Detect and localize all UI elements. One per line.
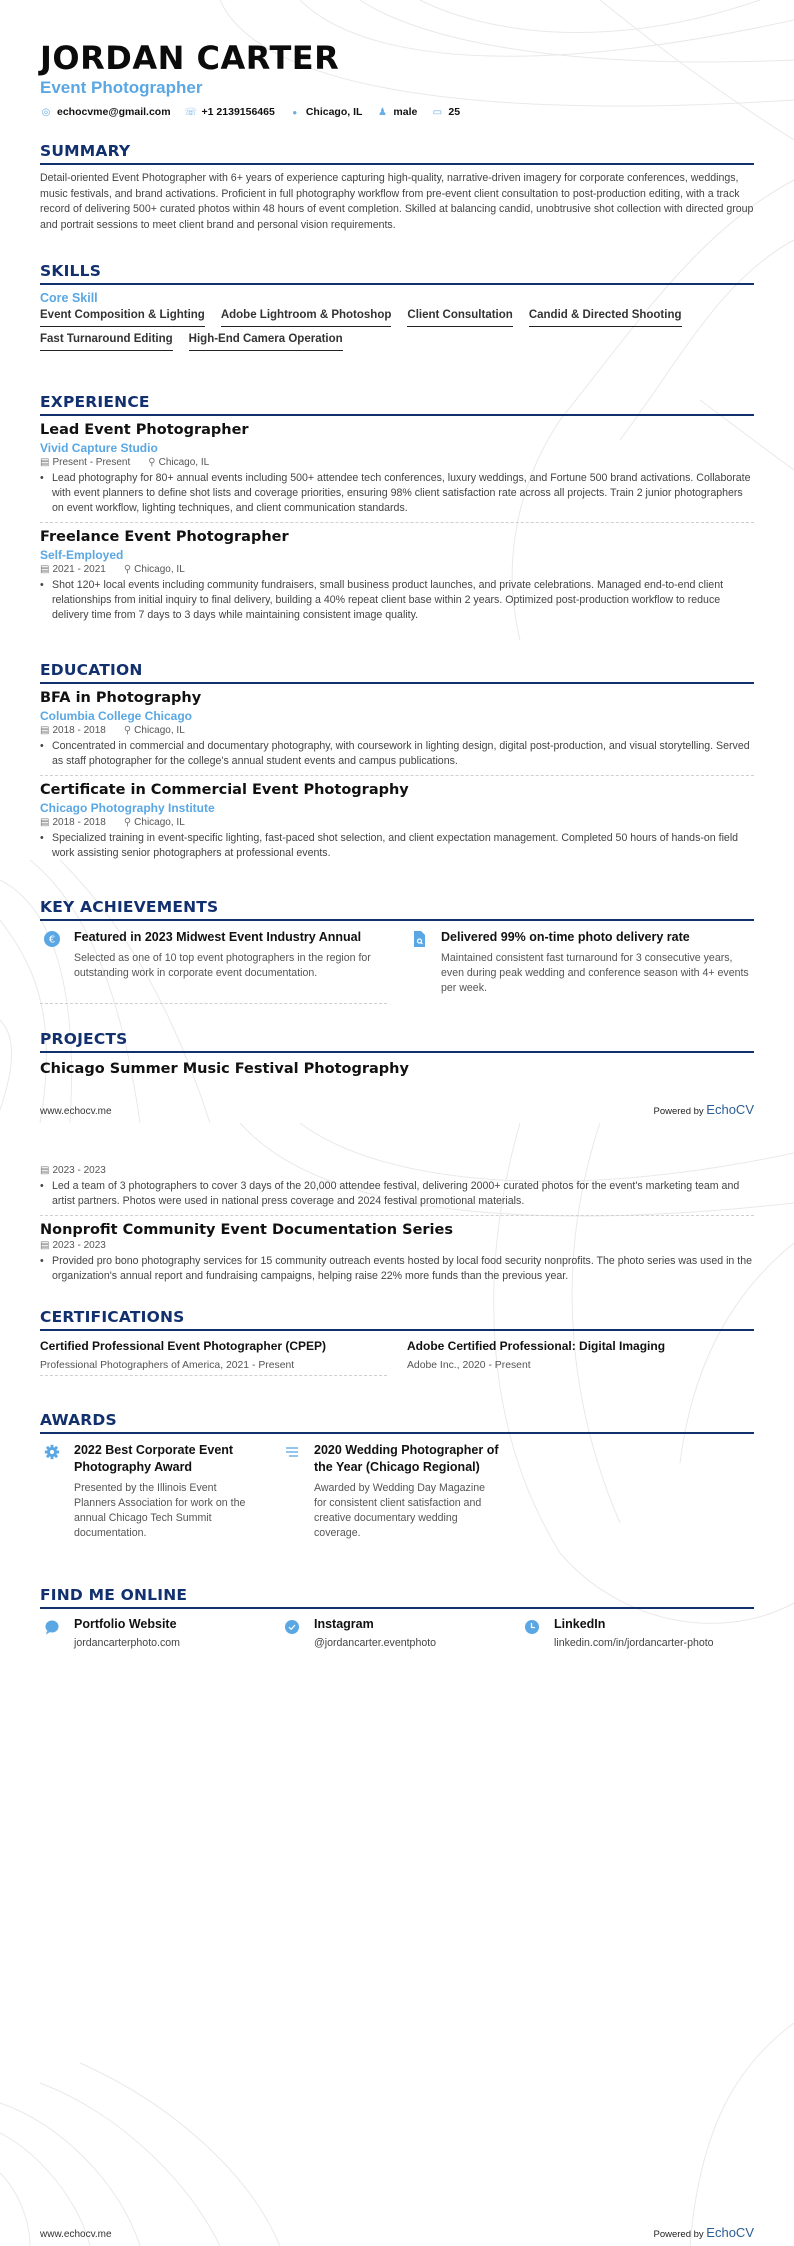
certifications-grid [40,1339,754,1376]
job-location: Chicago, IL [158,457,210,468]
achievement-desc: Maintained consistent fast turnaround for 3 consecutive years, even during peak wedding and conference season with 4+ events per week. [441,952,749,994]
background-contour-lines [0,1123,794,2246]
education-dates: 2018 - 2018 [52,725,106,736]
award-title: 2022 Best Corporate Event Photography Award [74,1443,234,1474]
check-circle-icon [284,1619,300,1635]
contact-row [40,106,754,118]
degree-title: Certificate in Commercial Event Photography [40,782,409,798]
phone-icon: ☏ [184,106,198,118]
calendar-icon: ▤ [40,457,50,468]
online-title: Instagram [314,1617,374,1631]
skill-item: Client Consultation [407,309,512,327]
resume-header [40,40,754,118]
candidate-title: Event Photographer [40,78,203,97]
contact-email[interactable] [40,106,171,118]
achievement-title: Featured in 2023 Midwest Event Industry Annual [74,930,362,944]
online-item-instagram[interactable] [280,1617,520,1649]
euro-icon [44,931,60,947]
degree-title: BFA in Photography [40,690,202,706]
email-icon: ◎ [41,106,51,118]
powered-by: Powered by EchoCV [653,2225,754,2240]
skills-list [40,309,754,351]
school-name: Columbia College Chicago [40,709,193,723]
section-heading-achievements: KEY ACHIEVEMENTS [40,898,754,921]
education-bullet: • Concentrated in commercial and documentary photography, with coursework in lighting design, digital post-production, and visual storytelling. Served as staff photographer for the college's annual student events and campus publications. [40,740,750,767]
achievement-title: Delivered 99% on-time photo delivery rate [441,930,690,944]
achievements-section [40,898,754,1004]
certifications-section [40,1308,754,1376]
projects-continued [40,1163,754,1290]
job-meta [40,457,754,468]
online-grid [40,1617,754,1649]
section-heading-online: FIND ME ONLINE [40,1586,754,1609]
project-title: Nonprofit Community Event Documentation Series [40,1222,453,1238]
certification-title: Certified Professional Event Photographer (CPEP) [40,1339,327,1353]
online-link[interactable]: @jordancarter.eventphoto [314,1637,437,1649]
certification-item [407,1339,754,1376]
summary-section [40,142,754,233]
contact-age-value: 25 [448,106,461,118]
project-meta [40,1240,754,1251]
achievement-item [407,929,754,1004]
award-item [280,1442,520,1541]
section-heading-certifications: CERTIFICATIONS [40,1308,754,1331]
certification-item [40,1339,387,1376]
job-location: Chicago, IL [134,564,185,575]
chat-bubble-icon [44,1619,60,1635]
achievement-desc: Selected as one of 10 top event photographers in the region for outstanding work in corporate event documentation. [74,952,371,979]
job-meta [40,564,754,575]
location-pin-icon: ⚲ [123,817,132,828]
award-item [40,1442,280,1541]
project-meta [40,1165,754,1176]
project-dates: 2023 - 2023 [52,1240,106,1251]
contact-phone[interactable] [185,106,275,118]
contact-gender-value: male [393,106,418,118]
education-section [40,661,754,867]
location-pin-icon: ⚲ [123,564,132,575]
projects-section [40,1030,754,1077]
project-bullet: • Led a team of 3 photographers to cover 3 days of the 20,000 attendee festival, delivering 2000+ curated photos for the event's marketing team and artist partners. Photos were used in national press coverage and 2024 festival promotional materials. [40,1180,740,1207]
skill-item: Adobe Lightroom & Photoshop [221,309,392,327]
footer-site-link[interactable]: www.echocv.me [40,1106,112,1117]
gear-icon [44,1444,60,1460]
certification-title: Adobe Certified Professional: Digital Imaging [407,1339,666,1353]
job-dates: Present - Present [52,457,131,468]
education-bullet: • Specialized training in event-specific lighting, fast-paced shot selection, and client expectation management. Completed 50 hours of hands-on field work assisting senior photographers at professional events. [40,832,739,859]
education-meta [40,725,754,736]
skill-item: Candid & Directed Shooting [529,309,682,327]
skill-item: Event Composition & Lighting [40,309,205,327]
contact-age [431,106,460,118]
job-dates: 2021 - 2021 [52,564,106,575]
education-entry [40,684,754,776]
powered-by: Powered by EchoCV [653,1102,754,1117]
contact-gender [376,106,417,118]
job-bullet: • Shot 120+ local events including community fundraisers, small business product launches, and private celebrations. Managed end-to-end client relationships from initial inquiry to final delivery, building a 40% repeat client base within 2 years. Optimized post-production workflow to reduce delivery time from 7 days to 3 days while maintaining consistent image quality. [40,579,724,621]
online-link[interactable]: linkedin.com/in/jordancarter-photo [554,1637,714,1649]
awards-grid [40,1442,754,1541]
award-title: 2020 Wedding Photographer of the Year (Chicago Regional) [314,1443,499,1474]
online-title: LinkedIn [554,1617,606,1631]
calendar-icon: ▤ [40,1165,50,1176]
achievements-grid [40,929,754,1004]
skill-item: Fast Turnaround Editing [40,333,173,351]
calendar-icon: ▤ [40,725,50,736]
project-title: Chicago Summer Music Festival Photography [40,1061,409,1077]
online-item-linkedin[interactable] [520,1617,760,1649]
brand-name: EchoCV [706,1102,754,1117]
clock-icon [524,1619,540,1635]
education-dates: 2018 - 2018 [52,817,106,828]
skill-item: High-End Camera Operation [189,333,343,351]
experience-section [40,393,754,629]
calendar-icon: ▤ [40,817,50,828]
contact-location-value: Chicago, IL [305,106,363,118]
online-link[interactable]: jordancarterphoto.com [74,1637,180,1649]
section-heading-skills: SKILLS [40,262,754,285]
certification-desc: Professional Photographers of America, 2021 - Present [40,1360,295,1371]
company-name: Self-Employed [40,548,124,562]
project-entry [40,1216,754,1290]
awards-section [40,1411,754,1541]
experience-entry [40,523,754,629]
education-location: Chicago, IL [134,817,185,828]
location-pin-icon: ⚲ [148,457,156,468]
summary-text: Detail-oriented Event Photographer with 6+ years of experience capturing high-quality, narrative-driven imagery for corporate conferences, weddings, music festivals, and brand activations. Proficient in full photography workflow from pre-event client consultation to post-production editing, with a track record of delivering 500+ curated photos within 48 hours of event completion. Skilled at balancing candid, unobtrusive shot collection with directed group and portrait sessions to meet client brand and personal vision requirements. [40,172,754,231]
section-heading-projects: PROJECTS [40,1030,754,1053]
education-entry [40,776,754,867]
project-bullet: • Provided pro bono photography services for 15 community outreach events hosted by local food security nonprofits. The photo series was used in the organization's annual report and fundraising campaigns, helping raise 22% more funds than the previous year. [40,1255,752,1282]
education-location: Chicago, IL [134,725,185,736]
section-heading-awards: AWARDS [40,1411,754,1434]
contact-email-value: echocvme@gmail.com [57,106,171,118]
project-dates: 2023 - 2023 [52,1165,106,1176]
company-name: Vivid Capture Studio [40,441,158,455]
online-section [40,1586,754,1649]
candidate-name: JORDAN CARTER [40,39,340,77]
page-footer [40,1102,754,1117]
achievement-item [40,929,387,1004]
person-icon: ♟ [377,106,387,118]
resume-page-2 [0,1123,794,2246]
brand-name: EchoCV [706,2225,754,2240]
location-pin-icon: ⚲ [123,725,132,736]
menu-lines-icon [284,1444,300,1460]
award-desc: Awarded by Wedding Day Magazine for consistent client satisfaction and creative documentary wedding coverage. [314,1482,485,1539]
section-heading-experience: EXPERIENCE [40,393,754,416]
education-meta [40,817,754,828]
calendar-icon: ▭ [432,106,443,118]
location-icon: ● [292,107,298,117]
contact-location [289,106,363,118]
section-heading-summary: SUMMARY [40,142,754,165]
calendar-icon: ▤ [40,1240,50,1251]
online-item-portfolio[interactable] [40,1617,280,1649]
calendar-icon: ▤ [40,564,50,575]
footer-site-link[interactable]: www.echocv.me [40,2229,112,2240]
skills-section [40,262,754,351]
job-title: Freelance Event Photographer [40,529,289,545]
job-bullet: • Lead photography for 80+ annual events including 500+ attendee tech conferences, luxury weddings, and Fortune 500 brand activations. Collaborate with event planners to define shot lists and coverage priorities, ensuring 98% client satisfaction rate across all projects. Train 2 junior photographers on event workflow, lighting techniques, and client communication standards. [40,472,751,514]
file-search-icon [411,931,427,947]
online-title: Portfolio Website [74,1617,177,1631]
job-title: Lead Event Photographer [40,422,249,438]
project-entry [40,1165,754,1216]
skill-group-label: Core Skill [40,291,98,305]
svg-text:€: € [48,934,56,946]
school-name: Chicago Photography Institute [40,801,215,815]
award-desc: Presented by the Illinois Event Planners Association for work on the annual Chicago Tech Summit documentation. [74,1482,246,1539]
contact-phone-value: +1 2139156465 [201,106,275,118]
section-heading-education: EDUCATION [40,661,754,684]
page-footer [40,2225,754,2240]
certification-desc: Adobe Inc., 2020 - Present [407,1360,531,1371]
experience-entry [40,416,754,523]
